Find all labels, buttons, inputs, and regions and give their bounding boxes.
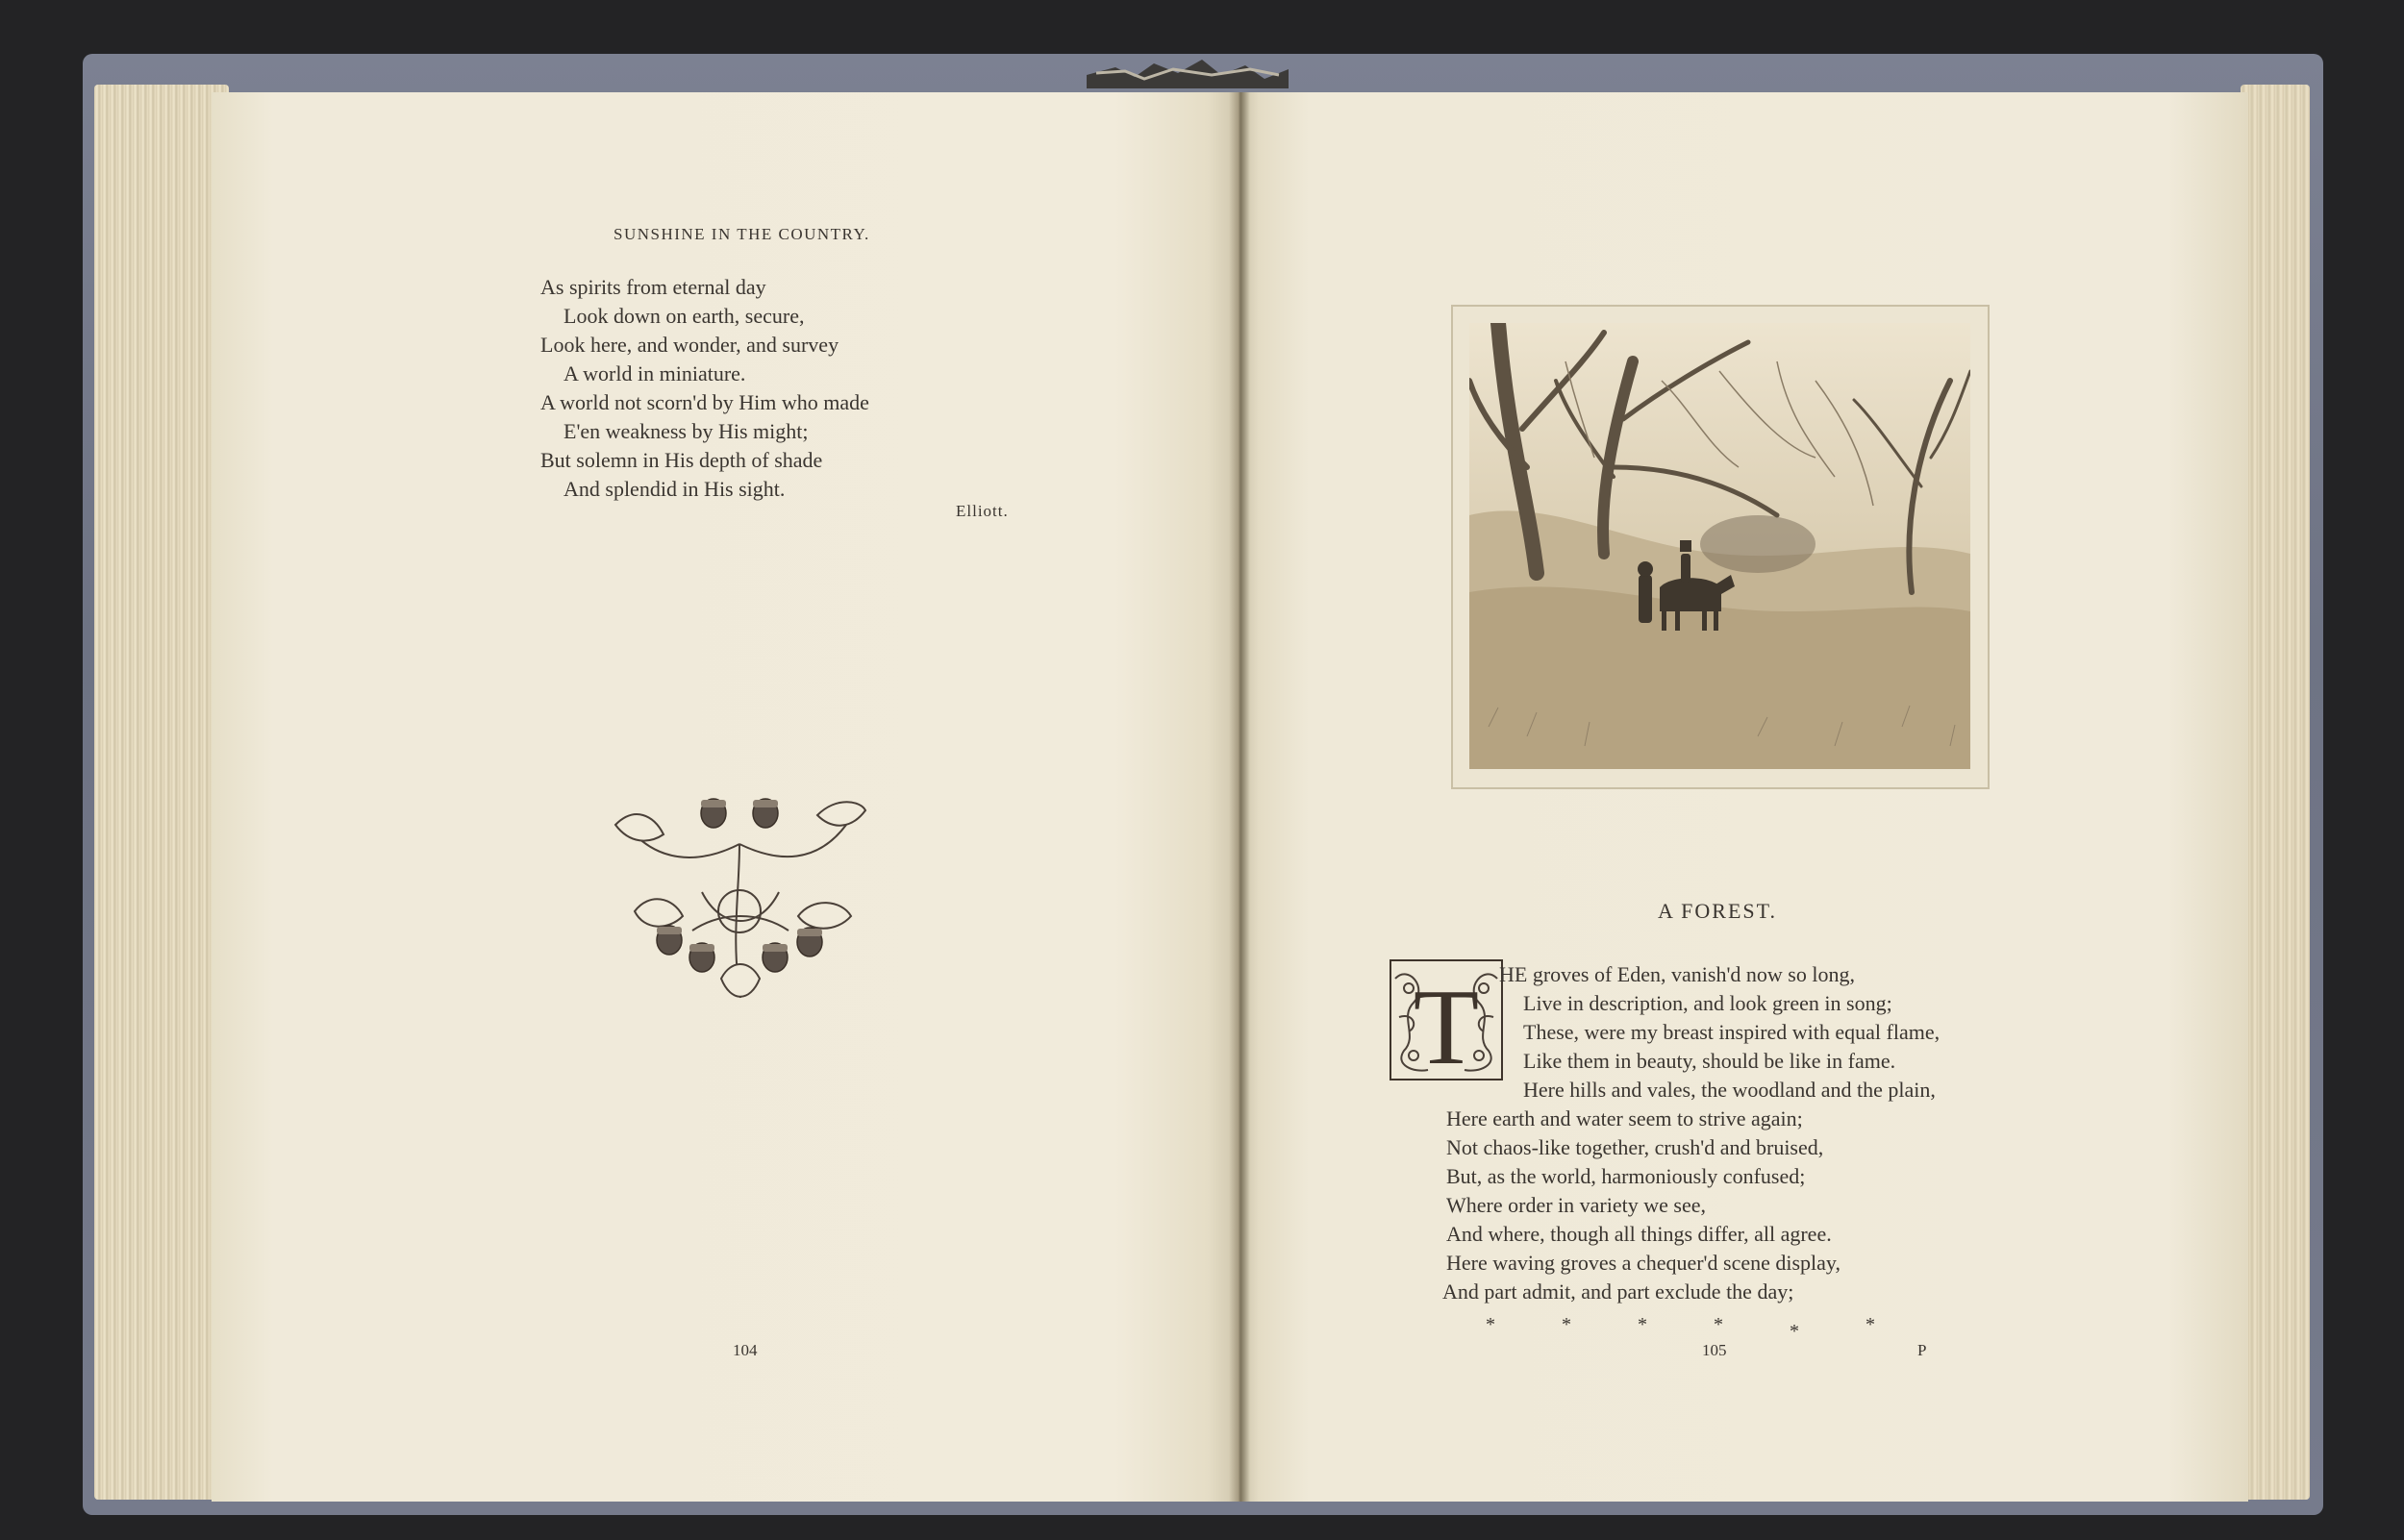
ellipsis-star: * [1638, 1314, 1647, 1335]
signature-mark: P [1917, 1341, 1927, 1359]
acorn-oak-leaf-ornament-icon [606, 786, 873, 1017]
poem-line: Live in description, and look green in song; [1523, 991, 1892, 1015]
poem-line: Here hills and vales, the woodland and the plain, [1523, 1078, 1936, 1102]
ornamental-drop-cap [1390, 959, 1503, 1080]
poem-line: Not chaos-like together, crush'd and bruised, [1446, 1135, 1824, 1159]
ellipsis-star: * [1486, 1314, 1495, 1335]
poem-line: And splendid in His sight. [563, 477, 786, 501]
ellipsis-star: * [1866, 1314, 1875, 1335]
section-title: A FOREST. [1658, 899, 1777, 923]
poem-line: Where order in variety we see, [1446, 1193, 1706, 1217]
ellipsis-star: * [1790, 1321, 1799, 1342]
poem-line: HE groves of Eden, vanish'd now so long, [1499, 962, 1855, 986]
page-number-left: 104 [733, 1341, 758, 1359]
poem-line: A world not scorn'd by Him who made [540, 390, 869, 414]
poem-line: Like them in beauty, should be like in fame. [1523, 1049, 1896, 1073]
ellipsis-star: * [1562, 1314, 1571, 1335]
poem-line: Look down on earth, secure, [563, 304, 805, 328]
forest-horse-rider-photograph [1469, 323, 1970, 769]
poem-line: These, were my breast inspired with equal flame, [1523, 1020, 1941, 1044]
poem-line: But, as the world, harmoniously confused; [1446, 1164, 1806, 1188]
ellipsis-star: * [1714, 1314, 1723, 1335]
page-edges-right [2241, 85, 2310, 1500]
running-head: SUNSHINE IN THE COUNTRY. [614, 225, 870, 243]
poem-line: Here waving groves a chequer'd scene display, [1446, 1251, 1841, 1275]
page-number-right: 105 [1702, 1341, 1727, 1359]
poem-line: Look here, and wonder, and survey [540, 333, 839, 357]
poem-line: A world in miniature. [563, 361, 746, 385]
poem-line: E'en weakness by His might; [563, 419, 809, 443]
page-edges-left [94, 85, 229, 1500]
poem-line: And part admit, and part exclude the day; [1442, 1279, 1794, 1304]
torn-spine-fabric [1087, 56, 1289, 88]
poem-line: Here earth and water seem to strive again; [1446, 1106, 1803, 1130]
book-gutter [1229, 92, 1250, 1502]
poem-line: And where, though all things differ, all agree. [1446, 1222, 1832, 1246]
poem-line: As spirits from eternal day [540, 275, 766, 299]
poem-line: But solemn in His depth of shade [540, 448, 823, 472]
drop-cap-letter: T [1413, 968, 1480, 1080]
poem-attribution: Elliott. [956, 502, 1009, 520]
